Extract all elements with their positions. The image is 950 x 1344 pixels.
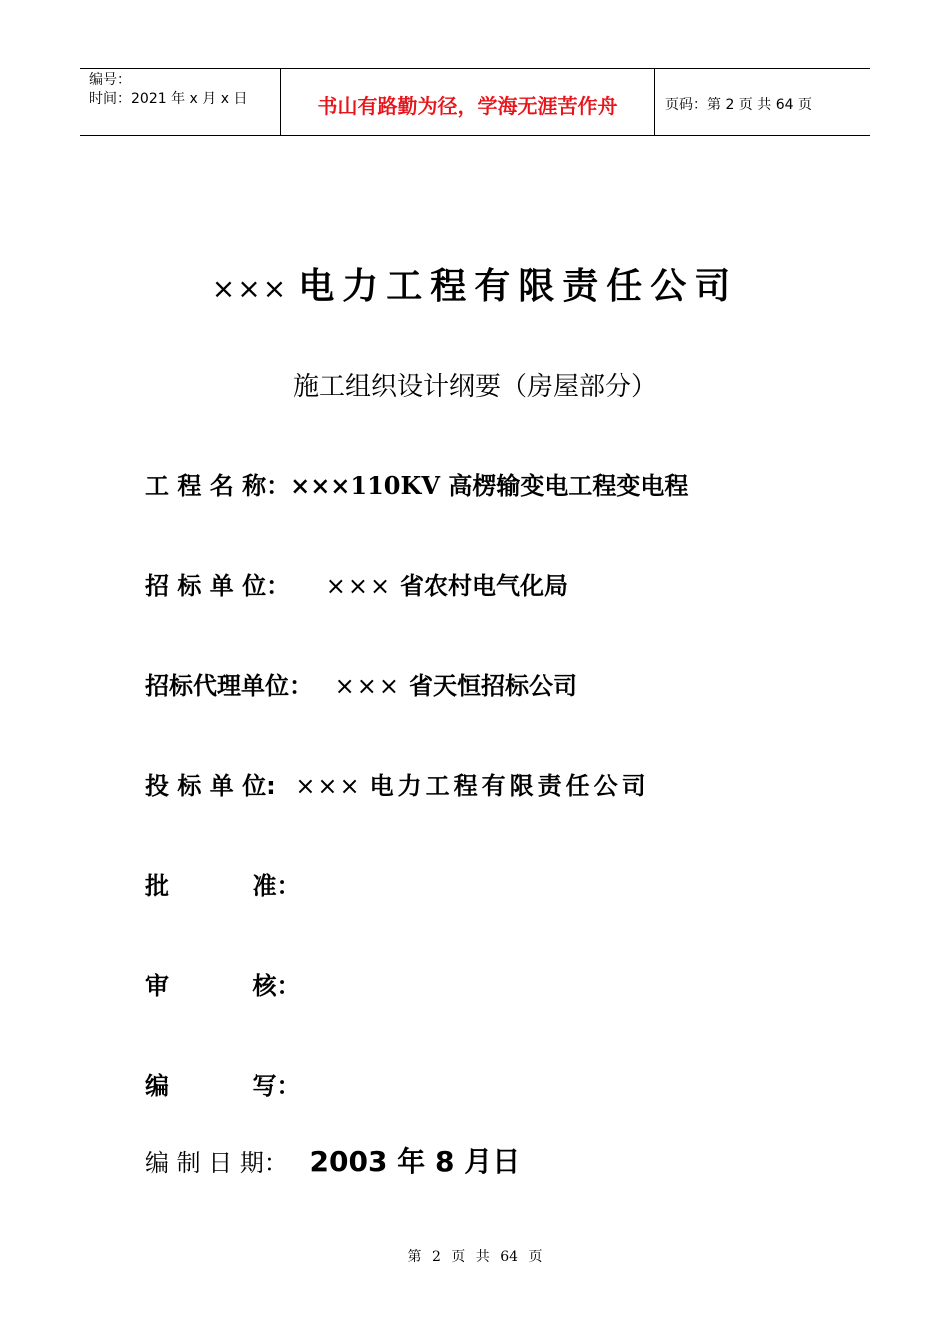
project-name-value: ×××110KV 高楞输变电工程变电程 [290, 471, 689, 500]
date-field [145, 1140, 520, 1180]
date-label: 编 制 日 期： [145, 1149, 288, 1177]
bidder-unit-label: 投 标 单 位: [145, 772, 276, 800]
bidder-unit-field [145, 766, 650, 801]
footer-page-number: 第 2 页 共 64 页 [407, 1249, 543, 1265]
bidder-unit-prefix: ××× [295, 772, 362, 800]
document-title: 施工组织设计纲要（房屋部分） [292, 372, 657, 402]
write-label: 编 写： [145, 1072, 301, 1100]
header-motto: 书山有路勤为径，学海无涯苦作舟 [281, 69, 655, 135]
header-meta-cell [80, 69, 281, 135]
tender-unit-label: 招 标 单 位： [145, 572, 291, 600]
review-field [145, 966, 301, 1001]
tender-unit-value-wrap [326, 566, 568, 601]
header-table [80, 68, 870, 136]
company-name: 电力工程有限责任公司 [298, 266, 739, 307]
approve-field [145, 866, 301, 901]
tender-unit-value: 省农村电气化局 [400, 572, 569, 600]
project-name-label: 工 程 名 称： [145, 472, 291, 500]
approve-label: 批 准： [145, 872, 301, 900]
date-value: 2003 年 8 月日 [309, 1145, 521, 1178]
tender-unit-prefix: ××× [325, 572, 393, 600]
bidder-unit-value: 电力工程有限责任公司 [369, 772, 650, 800]
agent-unit-label: 招标代理单位： [145, 672, 313, 700]
company-heading [0, 258, 950, 309]
agent-unit-prefix: ××× [334, 672, 401, 700]
agent-unit-value: 省天恒招标公司 [408, 672, 577, 700]
review-label: 审 核： [145, 972, 301, 1000]
agent-unit-field [145, 666, 577, 701]
agent-unit-value-wrap [335, 666, 577, 701]
write-field [145, 1066, 301, 1101]
tender-unit-field [145, 566, 568, 601]
bidder-unit-value-wrap [295, 766, 649, 801]
project-name-field [145, 466, 688, 501]
number-label: 编号： [89, 72, 131, 88]
time-label: 时间：2021 年 x 月 x 日 [89, 91, 248, 107]
company-prefix: ××× [211, 272, 289, 305]
header-page-info: 页码：第 2 页 共 64 页 [665, 97, 812, 113]
